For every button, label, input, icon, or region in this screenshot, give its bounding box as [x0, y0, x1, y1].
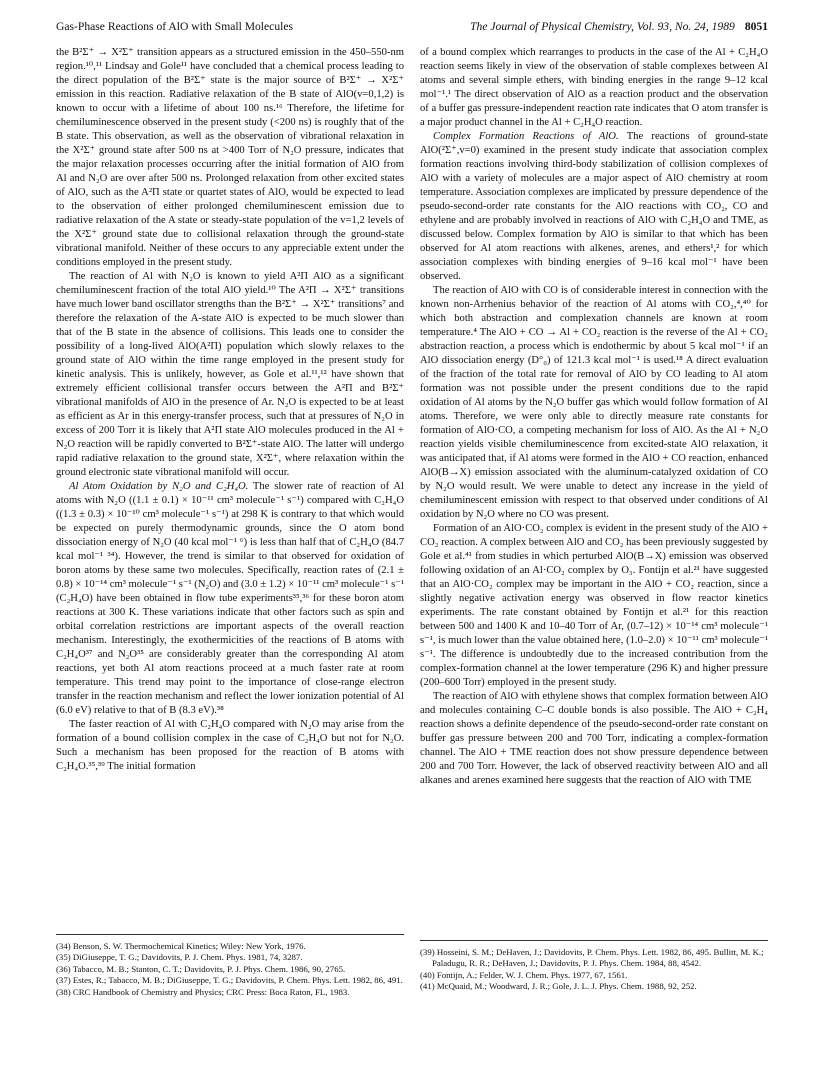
paragraph: The faster reaction of Al with C₂H₄O compared with N₂O may arise from the formation of a bound collision complex in the case of C₂H₄O but not for N₂O. Such a mechanism has been proposed for the reaction of B atoms with C₂H₄O.³⁵,³⁹ The initial formation: [56, 719, 404, 772]
paragraph: The reaction of Al with N₂O is known to yield A²Π AlO as a significant chemiluminescent fraction of the total AlO yield.¹⁰ The A²Π → X²Σ⁺ transitions have much lower band oscillator strengths than the B²Σ⁺ → X²Σ⁺ transitions⁷ and therefore the relaxation of the A-state AlO is expected to be much slower than that of the B state in the absence of collisions. This leads one to consider the possibility of a long-lived AlO(A²Π) population which slowly relaxes to the ground state of AlO within the time range employed in the present study for kinetic analysis. This is unlikely, however, as Gole et al.¹¹,¹² have shown that extremely efficient collisional transfer occurs between the A²Π and B²Σ⁺ vibrational manifolds of AlO in the presence of Ar. N₂O is expected to be at least as efficient as Ar in this energy-transfer process, such that at pressures of N₂O in excess of 200 Torr it is likely that A²Π state AlO molecules produced in the Al + N₂O reaction will be rapidly converted to B²Σ⁺-state AlO. The latter will undergo rapid radiative relaxation to the ground state, X²Σ⁺, where relaxation within the ground electronic state vibrational manifold will occur.: [56, 271, 404, 478]
right-column: [420, 46, 768, 788]
left-column: [56, 46, 404, 774]
paragraph-text: The reactions of ground-state AlO(²Σ⁺,v=0) examined in the present study indicate that association complex formation reactions involving third-body stabilization of collision complexes of AlO with a variety of molecules are a major aspect of AlO chemistry at room temperature. Association complexes are implicated by pressure dependence of the pseudo-second-order rate constants for the AlO reactions with CO₂, CO and ethylene and are probably involved in reactions of AlO with C₂H₄O and TME, as discussed below. Complex formation by AlO is similar to that which has been observed for Al atom reactions with alkenes, arenes, and ethers¹,² for which association complexes with binding energies of 9–16 kcal mol⁻¹ have been observed.: [420, 131, 768, 282]
run-in-heading: Complex Formation Reactions of AlO.: [433, 131, 619, 142]
references-right: [420, 940, 768, 993]
journal-citation: [470, 20, 768, 33]
footnote-rule: [420, 940, 768, 941]
page-number: 8051: [744, 20, 768, 33]
reference-item: (35) DiGiuseppe, T. G.; Davidovits, P. J. Chem. Phys. 1981, 74, 3287.: [56, 952, 303, 963]
reference-item: (34) Benson, S. W. Thermochemical Kinetics; Wiley: New York, 1976.: [56, 941, 306, 951]
reference-item: (40) Fontijn, A.; Felder, W. J. Chem. Phys. 1977, 67, 1561.: [420, 969, 628, 980]
footnote-rule: [56, 934, 404, 935]
paragraph: [56, 480, 404, 718]
references-left: [56, 934, 404, 998]
paragraph: of a bound complex which rearranges to products in the case of the Al + C₂H₄O reaction seems likely in view of the observation of stable complexes between Al atoms and several simple ethers, with binding energies in the range 9–12 kcal mol⁻¹.¹ The direct observation of AlO as a reaction product and the observation of a buffer gas pressure-independent reaction rate indicates that O atom transfer is a major product channel in the Al + C₂H₄O reaction.: [420, 47, 768, 128]
paragraph: Formation of an AlO·CO₂ complex is evident in the present study of the AlO + CO₂ reaction. A complex between AlO and CO₂ has been previously suggested by Gole et al.⁴¹ from studies in which perturbed AlO(B→X) emission was observed following oxidation of an Al·CO₂ complex by O₃. Fontijn et al.²¹ have suggested that an AlO·CO₂ complex may be important in the AlO + CO₂ reaction, since a slightly negative activation energy was observed in flow reactor kinetics experiments. The rate constant obtained by Fontijn et al.²¹ for this reaction between 500 and 1400 K and 10–40 Torr of Ar, (0.7–12) × 10⁻¹⁴ cm³ molecule⁻¹ s⁻¹, is much lower than the value obtained here, (1.0–2.0) × 10⁻¹¹ cm³ molecule⁻¹ s⁻¹. The difference is undoubtedly due to the increased contribution from the complex-formation channel at the lower temperature (296 K) and higher pressure (200–600 Torr) employed in the present study.: [420, 523, 768, 688]
reference-item: (41) McQuaid, M.; Woodward, J. R.; Gole, J. L. J. Phys. Chem. 1988, 92, 252.: [420, 981, 697, 992]
running-header: [56, 20, 768, 38]
run-in-heading: Al Atom Oxidation by N₂O and C₂H₄O.: [69, 481, 249, 492]
reference-item: (37) Estes, R.; Tabacco, M. B.; DiGiuseppe, T. G.; Davidovits, P. Chem. Phys. Lett. 1982, 86, 491.: [56, 975, 403, 986]
journal-name: The Journal of Physical Chemistry, Vol. 93, No. 24, 1989: [470, 20, 735, 33]
paragraph: The reaction of AlO with ethylene shows that complex formation between AlO and molecules containing C–C double bonds is also possible. The AlO + C₂H₄ reaction shows a definite dependence of the pseudo-second-order rate constant on buffer gas pressure between 200 and 700 Torr, indicating a complex-formation channel. The AlO + TME reaction does not show pressure dependence between 200 and 700 Torr. However, the lack of observed reactivity between AlO and all alkanes and arenes examined here suggests that the reaction of AlO with TME: [420, 691, 768, 786]
reference-item: (36) Tabacco, M. B.; Stanton, C. T.; Davidovits, P. J. Phys. Chem. 1986, 90, 2765.: [56, 963, 346, 974]
reference-item: (39) Hosseini, S. M.; DeHaven, J.; Davidovits, P. Chem. Phys. Lett. 1982, 86, 495. Bullitt, M. K.; Paladugu, R. R.; DeHaven, J.; Davidovits, P. J. Phys. Chem. 1984, 88, 4542.: [420, 947, 764, 969]
paragraph-text: The slower rate of reaction of Al atoms with N₂O ((1.1 ± 0.1) × 10⁻¹¹ cm³ molecule⁻¹ s⁻¹) compared with C₂H₄O ((1.3 ± 0.3) × 10⁻¹⁰ cm³ molecule⁻¹ s⁻¹) at 298 K is contrary to that which would be expected on purely thermodynamic grounds, since the O atom bond dissociation energy of N₂O (40 kcal mol⁻¹ ⁶) is less than half that of C₂H₄O (84.7 kcal mol⁻¹ ³⁴). However, the trend is similar to that observed for oxidation of boron atoms by these same two molecules. Specifically, reaction rates of (2.1 ± 0.8) × 10⁻¹⁴ cm³ molecule⁻¹ s⁻¹ (N₂O) and (3.0 ± 1.2) × 10⁻¹¹ cm³ molecule⁻¹ s⁻¹ (C₂H₄O) have been obtained in flow tube experiments³⁵,³⁶ for these boron atom reactions at 300 K. These variations indicate that other factors such as spin and orbital correlation restrictions are important aspects of the overall reaction mechanism. Interestingly, the exothermicities of the reactions of B atoms with C₂H₄O³⁷ and N₂O³⁵ are considerably greater than the corresponding Al atom reactions, yet both Al atom reactions proceed at a much faster rate at room temperature. This trend may point to the importance of close-range electron transfer in the reaction mechanism and reflect the lower ionization potential of Al (6.0 eV) relative to that of B (8.3 eV).³⁸: [56, 481, 405, 716]
paragraph: [420, 130, 768, 284]
running-title: Gas-Phase Reactions of AlO with Small Molecules: [56, 20, 293, 33]
reference-item: (38) CRC Handbook of Chemistry and Physics; CRC Press: Boca Raton, FL, 1983.: [56, 986, 350, 997]
paragraph: the B²Σ⁺ → X²Σ⁺ transition appears as a structured emission in the 450–550-nm region.¹⁰,¹¹ Lindsay and Gole¹¹ have concluded that a chemical process leading to the direct population of the B²Σ⁺ state is the major source of B²Σ⁺ → X²Σ⁺ emission in this reaction. Radiative relaxation of the B state of AlO(v=0,1,2) is known to occur with a lifetime of about 100 ns.¹⁶ Therefore, the lifetime for chemiluminescence observed in the present study (<200 ns) is roughly that of the B state. This observation, as well as the observation of vibrational relaxation in the X²Σ⁺ ground state after 500 ns at >400 Torr of N₂O pressure, indicates that the major relaxation processes occurring after the initial formation of AlO from Al and N₂O are over after 500 ns. Prolonged relaxation from other excited states of AlO, such as the A²Π state or quartet states of AlO, would be expected to lead to the observation of either prolonged chemiluminescent emission due to radiative relaxation of the A state or steady-state population of the v=1,2 levels of the X²Σ⁺ ground state due to collisional relaxation through the ground-state vibrational manifold. Neither of these occurs to any appreciable extent under the conditions employed in the present study.: [56, 47, 404, 268]
paragraph: The reaction of AlO with CO is of considerable interest in connection with the known non-Arrhenius behavior of the reaction of Al atoms with CO₂,⁴,⁴⁰ for which both abstraction and complexation channels are known at room temperature.⁴ The AlO + CO → Al + CO₂ reaction is the reverse of the Al + CO₂ abstraction reaction, a process which is endothermic by about 5 kcal mol⁻¹ if an AlO dissociation energy (D°₀) of 121.3 kcal mol⁻¹ is used.¹⁸ A direct evaluation of the fraction of the total rate for removal of AlO by CO leading to Al atom formation was not possible under the present conditions due to the rapid oxidation of Al atoms by the N₂O buffer gas which would follow formation of Al atoms. Therefore, we were only able to directly measure rate constants for formation of AlO·CO, a competing mechanism for loss of AlO. As the Al + N₂O reaction yields visible chemiluminescence from excited-state AlO relaxation, it was anticipated that, if Al atoms were formed in the AlO + CO reaction, enhanced AlO(B→X) emission associated with the aluminum-catalyzed oxidation of CO by N₂O would result. We were unable to detect any increase in the yield of chemiluminescent emission with respect to that observed under conditions of Al oxidation by N₂O where no CO was present.: [420, 285, 768, 520]
